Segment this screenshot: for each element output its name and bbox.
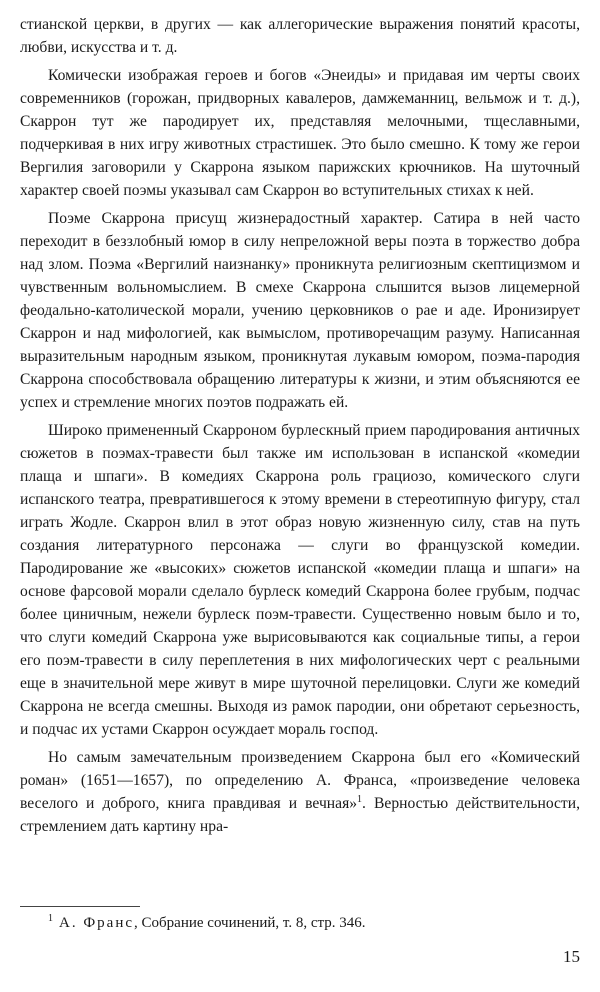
paragraph-2: Комически изображая героев и богов «Энеиды» и придавая им черты своих современников (горожан, придворных кавалеров, дамжеманниц, вельмож и т. д.), Скаррон тут же пародирует их, представляя мелочными, тщеславными, подчеркивая в них игру животных страстишек. Это было смешно. К тому же герои Вергилия заговорили у Скаррона языком парижских крючников. На шуточный характер своей поэмы указывал сам Скаррон во вступительных стихах к ней. xyxy=(20,67,580,199)
paragraph-3: Поэме Скаррона присущ жизнерадостный характер. Сатира в ней часто переходит в беззлобный юмор в силу непреложной веры поэта в торжество добра над злом. Поэма «Вергилий наизнанку» проникнута религиозным скептицизмом и чувственным вольномыслием. В смехе Скаррона слышится вызов лицемерной феодально-католической морали, учению церковников о рае и аде. Иронизирует Скаррон и над мифологией, как вымыслом, противоречащим разуму. Написанная выразительным народным языком, проникнутая лукавым юмором, поэма-пародия Скаррона способствовала обращению литературы к жизни, и этим объясняются ее успех и стремление многих поэтов подражать ей. xyxy=(20,210,580,411)
footnote-reference: 1 xyxy=(357,793,363,805)
page-body xyxy=(20,13,580,843)
paragraph-1: стианской церкви, в других — как аллегорические выражения понятий красоты, любви, искусства и т. д. xyxy=(20,16,580,56)
footnote-mark: 1 xyxy=(48,913,53,924)
paragraph-5-text-after: . Верностью действительности, стремлением дать картину нра- xyxy=(20,795,580,835)
footnote-author: А. Франс xyxy=(59,915,135,931)
footnote xyxy=(48,909,568,933)
footnote-divider xyxy=(20,906,140,907)
page-number: 15 xyxy=(563,947,580,966)
paragraph-5 xyxy=(20,746,580,838)
paragraph-5-text: Но самым замечательным произведением Скаррона был его «Комический роман» (1651—1657), по определению А. Франса, «произведение человека веселого и доброго, книга правдивая и вечная» xyxy=(20,749,580,812)
paragraph-4: Широко примененный Скарроном бурлескный прием пародирования античных сюжетов в поэмах-травести был также им использован в испанской «комедии плаща и шпаги». В комедиях Скаррона роль грациозо, комического слуги испанского театра, превратившегося к этому времени в стереотипную фигуру, стал играть Жодле. Скаррон влил в этот образ новую жизненную силу, став на путь создания литературного персонажа — слуги во французской комедии. Пародирование же «высоких» сюжетов испанской «комедии плаща и шпаги» на основе фарсовой морали сделало бурлеск комедий Скаррона более грубым, подчас более циничным, нежели бурлеск поэм-травести. Существенно новым было и то, что слуги комедий Скаррона уже вырисовываются как социальные типы, а герои его поэм-травести в силу переплетения в них мифологических черт с реальными еще в значительной мере живут в мире шуточной перелицовки. Слуги же комедий Скаррона не всегда смешны. Выходя из рамок пародии, они обретают серьезность, и подчас их устами Скаррон осуждает мораль господ. xyxy=(20,422,580,738)
footnote-source: , Собрание сочинений, т. 8, стр. 346. xyxy=(134,915,366,931)
